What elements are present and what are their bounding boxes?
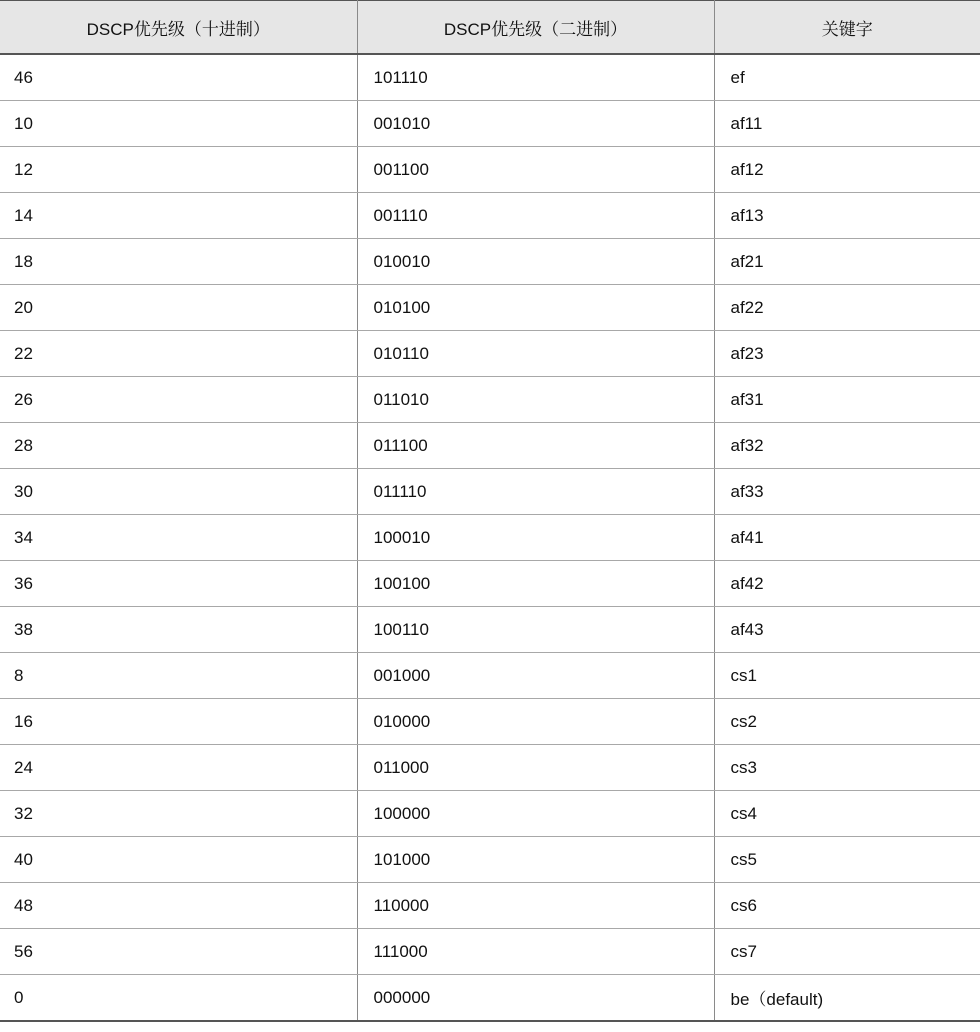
cell-binary: 100110 [357, 607, 714, 653]
cell-decimal: 26 [0, 377, 357, 423]
table-row [0, 101, 980, 147]
header-keyword: 关键字 [714, 1, 980, 55]
cell-decimal: 46 [0, 54, 357, 101]
cell-keyword: af41 [714, 515, 980, 561]
cell-binary: 001100 [357, 147, 714, 193]
table-row [0, 607, 980, 653]
table-row [0, 975, 980, 1022]
cell-decimal: 32 [0, 791, 357, 837]
cell-keyword: cs3 [714, 745, 980, 791]
cell-binary: 001010 [357, 101, 714, 147]
cell-keyword: af21 [714, 239, 980, 285]
cell-binary: 010100 [357, 285, 714, 331]
cell-keyword: af43 [714, 607, 980, 653]
table-row [0, 883, 980, 929]
cell-keyword: be（default) [714, 975, 980, 1022]
table-row [0, 791, 980, 837]
table-row [0, 837, 980, 883]
cell-binary: 100100 [357, 561, 714, 607]
cell-binary: 011000 [357, 745, 714, 791]
cell-decimal: 16 [0, 699, 357, 745]
cell-decimal: 48 [0, 883, 357, 929]
cell-binary: 001000 [357, 653, 714, 699]
table-row [0, 147, 980, 193]
cell-decimal: 24 [0, 745, 357, 791]
table-row [0, 423, 980, 469]
cell-binary: 000000 [357, 975, 714, 1022]
header-decimal: DSCP优先级（十进制） [0, 1, 357, 55]
cell-keyword: af31 [714, 377, 980, 423]
cell-keyword: cs4 [714, 791, 980, 837]
cell-keyword: af32 [714, 423, 980, 469]
table-row [0, 285, 980, 331]
cell-binary: 010000 [357, 699, 714, 745]
cell-keyword: cs7 [714, 929, 980, 975]
table-row [0, 54, 980, 101]
cell-keyword: cs6 [714, 883, 980, 929]
table-row [0, 331, 980, 377]
cell-binary: 100000 [357, 791, 714, 837]
table-body [0, 54, 980, 1021]
cell-binary: 101110 [357, 54, 714, 101]
table-row [0, 377, 980, 423]
header-binary: DSCP优先级（二进制） [357, 1, 714, 55]
table-row [0, 469, 980, 515]
table-row [0, 193, 980, 239]
cell-keyword: af13 [714, 193, 980, 239]
cell-binary: 010110 [357, 331, 714, 377]
table-row [0, 515, 980, 561]
cell-keyword: cs1 [714, 653, 980, 699]
cell-keyword: af11 [714, 101, 980, 147]
table-header [0, 1, 980, 55]
table-row [0, 561, 980, 607]
table-row [0, 239, 980, 285]
cell-decimal: 34 [0, 515, 357, 561]
cell-decimal: 0 [0, 975, 357, 1022]
header-row [0, 1, 980, 55]
table-row [0, 699, 980, 745]
cell-binary: 101000 [357, 837, 714, 883]
cell-decimal: 18 [0, 239, 357, 285]
cell-keyword: cs5 [714, 837, 980, 883]
cell-decimal: 30 [0, 469, 357, 515]
cell-decimal: 40 [0, 837, 357, 883]
cell-decimal: 38 [0, 607, 357, 653]
cell-decimal: 12 [0, 147, 357, 193]
table-row [0, 745, 980, 791]
cell-binary: 110000 [357, 883, 714, 929]
cell-binary: 011110 [357, 469, 714, 515]
table-row [0, 929, 980, 975]
cell-binary: 111000 [357, 929, 714, 975]
cell-decimal: 36 [0, 561, 357, 607]
cell-binary: 001110 [357, 193, 714, 239]
cell-decimal: 14 [0, 193, 357, 239]
cell-decimal: 20 [0, 285, 357, 331]
cell-decimal: 8 [0, 653, 357, 699]
cell-keyword: af42 [714, 561, 980, 607]
cell-decimal: 28 [0, 423, 357, 469]
cell-binary: 011010 [357, 377, 714, 423]
cell-binary: 100010 [357, 515, 714, 561]
cell-keyword: af22 [714, 285, 980, 331]
cell-decimal: 56 [0, 929, 357, 975]
cell-keyword: cs2 [714, 699, 980, 745]
cell-binary: 010010 [357, 239, 714, 285]
cell-keyword: ef [714, 54, 980, 101]
cell-keyword: af33 [714, 469, 980, 515]
cell-decimal: 10 [0, 101, 357, 147]
cell-keyword: af23 [714, 331, 980, 377]
cell-keyword: af12 [714, 147, 980, 193]
cell-binary: 011100 [357, 423, 714, 469]
table-row [0, 653, 980, 699]
cell-decimal: 22 [0, 331, 357, 377]
